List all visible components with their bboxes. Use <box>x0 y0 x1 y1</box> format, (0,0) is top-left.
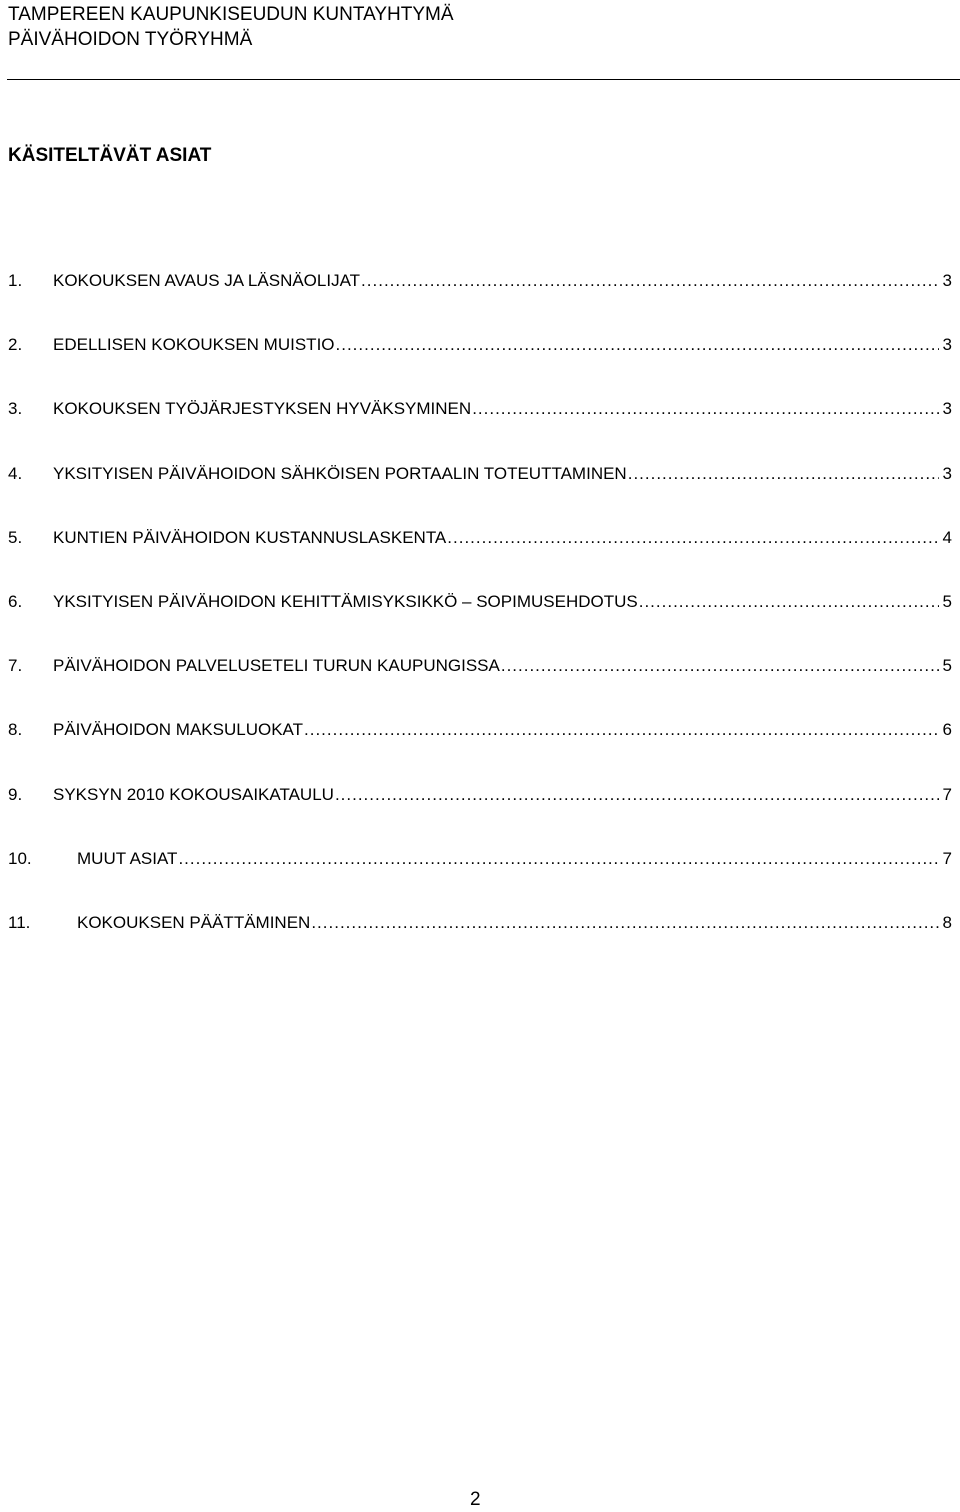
toc-entry-title: KOKOUKSEN TYÖJÄRJESTYKSEN HYVÄKSYMINEN <box>53 399 472 419</box>
toc-entry-number: 3. <box>8 399 23 419</box>
toc-entry-title: KUNTIEN PÄIVÄHOIDON KUSTANNUSLASKENTA <box>53 527 447 547</box>
toc-dot-leader <box>361 268 939 293</box>
header-divider <box>7 79 960 80</box>
toc-entry-number: 7. <box>8 656 23 676</box>
toc-entry-11[interactable] <box>8 910 952 935</box>
toc-entry-page: 6 <box>942 720 952 740</box>
toc-entry-title: PÄIVÄHOIDON MAKSULUOKAT <box>53 720 304 740</box>
toc-entry-3[interactable] <box>8 396 952 421</box>
toc-entry-number: 4. <box>8 463 23 483</box>
toc-entry-page: 7 <box>942 848 952 868</box>
toc-dot-leader <box>501 653 939 678</box>
toc-entry-9[interactable] <box>8 782 952 807</box>
toc-entry-7[interactable] <box>8 653 952 678</box>
toc-entry-title: SYKSYN 2010 KOKOUSAIKATAULU <box>53 784 334 804</box>
toc-dot-leader <box>178 846 939 871</box>
toc-entry-10[interactable] <box>8 846 952 871</box>
toc-dot-leader <box>336 332 939 357</box>
toc-entry-page: 8 <box>942 912 952 932</box>
toc-entry-title: KOKOUKSEN AVAUS JA LÄSNÄOLIJAT <box>53 271 361 290</box>
toc-entry-number: 9. <box>8 784 23 804</box>
toc-entry-page: 3 <box>942 335 952 355</box>
toc-entry-title: YKSITYISEN PÄIVÄHOIDON KEHITTÄMISYKSIKKÖ – SOPIMUSEHDOTUS <box>53 591 638 611</box>
toc-dot-leader <box>447 525 939 550</box>
toc-entry-number: 10. <box>8 848 32 868</box>
organization-name: TAMPEREEN KAUPUNKISEUDUN KUNTAYHTYMÄ <box>8 4 454 25</box>
toc-entry-page: 7 <box>942 784 952 804</box>
toc-entry-number: 11. <box>8 912 31 932</box>
toc-entry-number: 8. <box>8 720 23 740</box>
toc-entry-8[interactable] <box>8 717 952 742</box>
toc-entry-number: 2. <box>8 335 23 355</box>
toc-entry-number: 5. <box>8 527 23 547</box>
toc-entry-page: 5 <box>942 591 952 611</box>
toc-dot-leader <box>628 461 939 486</box>
table-of-contents <box>8 268 952 974</box>
working-group-name: PÄIVÄHOIDON TYÖRYHMÄ <box>8 29 253 50</box>
toc-entry-6[interactable] <box>8 589 952 614</box>
toc-dot-leader <box>304 717 939 742</box>
toc-dot-leader <box>311 910 939 935</box>
toc-entry-page: 3 <box>942 271 952 290</box>
toc-entry-title: KOKOUKSEN PÄÄTTÄMINEN <box>77 912 311 932</box>
toc-entry-title: PÄIVÄHOIDON PALVELUSETELI TURUN KAUPUNGISSA <box>53 656 500 676</box>
toc-entry-number: 6. <box>8 591 23 611</box>
toc-entry-2[interactable] <box>8 332 952 357</box>
toc-entry-page: 5 <box>942 656 952 676</box>
toc-dot-leader <box>639 589 939 614</box>
toc-dot-leader <box>335 782 939 807</box>
toc-entry-5[interactable] <box>8 525 952 550</box>
toc-entry-title: EDELLISEN KOKOUKSEN MUISTIO <box>53 335 335 355</box>
page-number: 2 <box>470 1489 481 1510</box>
toc-entry-page: 3 <box>942 463 952 483</box>
toc-entry-1[interactable] <box>8 268 952 293</box>
toc-entry-title: MUUT ASIAT <box>77 848 178 868</box>
toc-dot-leader <box>472 396 939 421</box>
toc-entry-page: 4 <box>942 527 952 547</box>
toc-entry-title: YKSITYISEN PÄIVÄHOIDON SÄHKÖISEN PORTAALIN TOTEUTTAMINEN <box>53 463 627 483</box>
document-header <box>8 2 454 52</box>
toc-heading: KÄSITELTÄVÄT ASIAT <box>8 145 212 166</box>
toc-entry-number: 1. <box>8 271 23 290</box>
toc-entry-page: 3 <box>942 399 952 419</box>
toc-entry-4[interactable] <box>8 461 952 486</box>
